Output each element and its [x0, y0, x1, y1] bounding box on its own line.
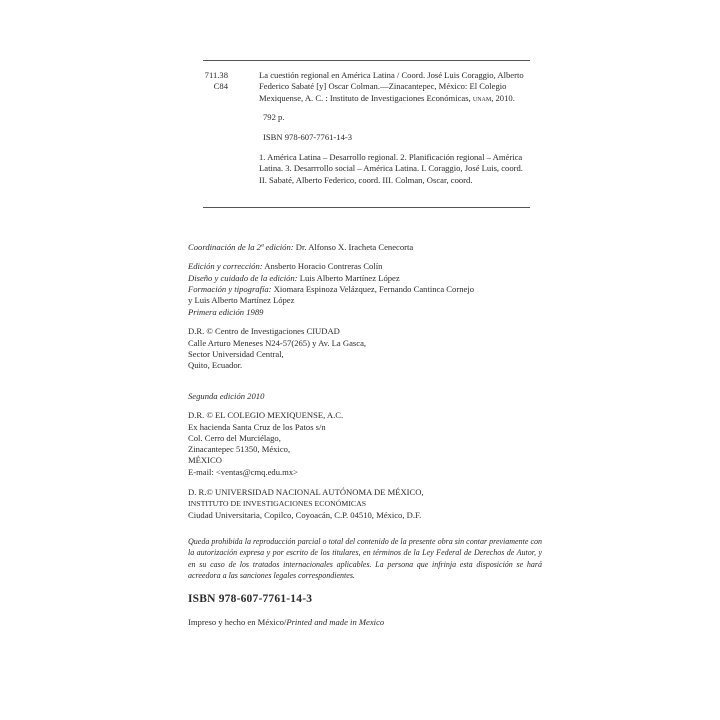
title-entry-text: La cuestión regional en América Latina / Coord. José Luis Coraggio, Alberto Federico Sabaté [y] Oscar Colman.—Zinacantepec, México: El Colegio Mexiquense, A. C. : Instituto de Investigaciones Económicas,: [259, 70, 524, 103]
address-line: INSTITUTO DE INVESTIGACIONES ECONÓMICAS: [188, 499, 367, 509]
first-edition-heading-text: Primera edición 1989: [188, 307, 264, 317]
credit-value: Dr. Alfonso X. Iracheta Cenecorta: [293, 242, 414, 252]
credit-value: Ansberto Horacio Contreras Colín: [262, 261, 383, 272]
credit-label: Coordinación de la 2ª edición:: [188, 242, 294, 252]
page-count: 792 p.: [263, 112, 285, 123]
isbn-main: ISBN 978-607-7761-14-3: [188, 593, 313, 605]
legal-notice: Queda prohibida la reproducción parcial o total del contenido de la presente obra sin contar previamente con la autorización expresa y por escrito de los titulares, en términos de la Ley Federal de Derechos de Autor, y en su caso de los tratados internacionales aplicables. La persona que infrinja esta disposición se hará acreedora a las sanciones legales correspondientes.: [188, 537, 542, 580]
credit-line: [188, 242, 588, 253]
printed-italic: Printed and made in Mexico: [286, 617, 385, 627]
address-line: Calle Arturo Meneses N24-57(265) y Av. La Gasca,: [188, 337, 367, 348]
catalog-card: [203, 60, 530, 208]
address-line: Ciudad Universitaria, Copilco, Coyoacán, C.P. 04510, México, D.F.: [188, 509, 422, 520]
credit-value: Xiomara Espinoza Velázquez, Fernando Cantinca Cornejo: [271, 283, 474, 294]
address-line: Ex hacienda Santa Cruz de los Patos s/n: [188, 421, 326, 432]
credit-line: [188, 273, 588, 284]
address-line: D.R. © EL COLEGIO MEXIQUENSE, A.C.: [188, 410, 344, 421]
address-line: MÉXICO: [188, 455, 222, 466]
unam-block: [188, 487, 588, 521]
address-line: Col. Cerro del Murciélago,: [188, 432, 281, 443]
credits-block: [188, 242, 588, 306]
catalog-isbn: ISBN 978-607-7761-14-3: [263, 132, 353, 143]
title-entry-unam: unam: [472, 93, 492, 103]
call-number-line: C84: [213, 81, 228, 91]
first-edition-heading: [188, 307, 588, 318]
credit-line: [188, 261, 588, 272]
second-edition-heading-text: Segunda edición 2010: [188, 391, 265, 401]
catalog-entry: [259, 70, 527, 194]
printed-normal: Impreso y hecho en México/: [188, 617, 287, 627]
call-number: [203, 70, 228, 92]
credit-line: [188, 295, 588, 306]
call-number-line: 711.38: [204, 70, 228, 80]
credit-line: [188, 284, 588, 295]
credit-label: Diseño y cuidado de la edición:: [188, 272, 298, 283]
printed-line: [188, 617, 384, 627]
second-edition-heading: [188, 391, 588, 402]
address-line: Sector Universidad Central,: [188, 348, 284, 359]
first-edition-block: [188, 307, 588, 371]
email-line: E-mail: <ventas@cmq.edu.mx>: [188, 466, 298, 477]
address-line: Quito, Ecuador.: [188, 360, 243, 371]
second-edition-block: [188, 391, 588, 478]
address-line: D. R.© UNIVERSIDAD NACIONAL AUTÓNOMA DE MÉXICO,: [188, 487, 424, 497]
credit-label: Formación y tipografía:: [188, 283, 272, 294]
address-line: D.R. © Centro de Investigaciones CIUDAD: [188, 326, 340, 337]
credit-value: y Luis Alberto Martínez López: [188, 295, 295, 306]
credit-value: Luis Alberto Martínez López: [297, 272, 400, 283]
title-entry-end: , 2010.: [491, 92, 515, 103]
subject-headings: 1. América Latina – Desarrollo regional. 2. Planificación regional – América Latina. 3. Desarrrollo social – América Latina. I. Coraggio, José Luis, coord. II. Sabaté, Alberto Federico, coord. III. Colman, Oscar, coord.: [259, 151, 523, 185]
title-entry: [259, 70, 527, 104]
address-line: Zinacantepec 51350, México,: [188, 444, 291, 455]
credit-label: Edición y corrección:: [188, 261, 263, 272]
